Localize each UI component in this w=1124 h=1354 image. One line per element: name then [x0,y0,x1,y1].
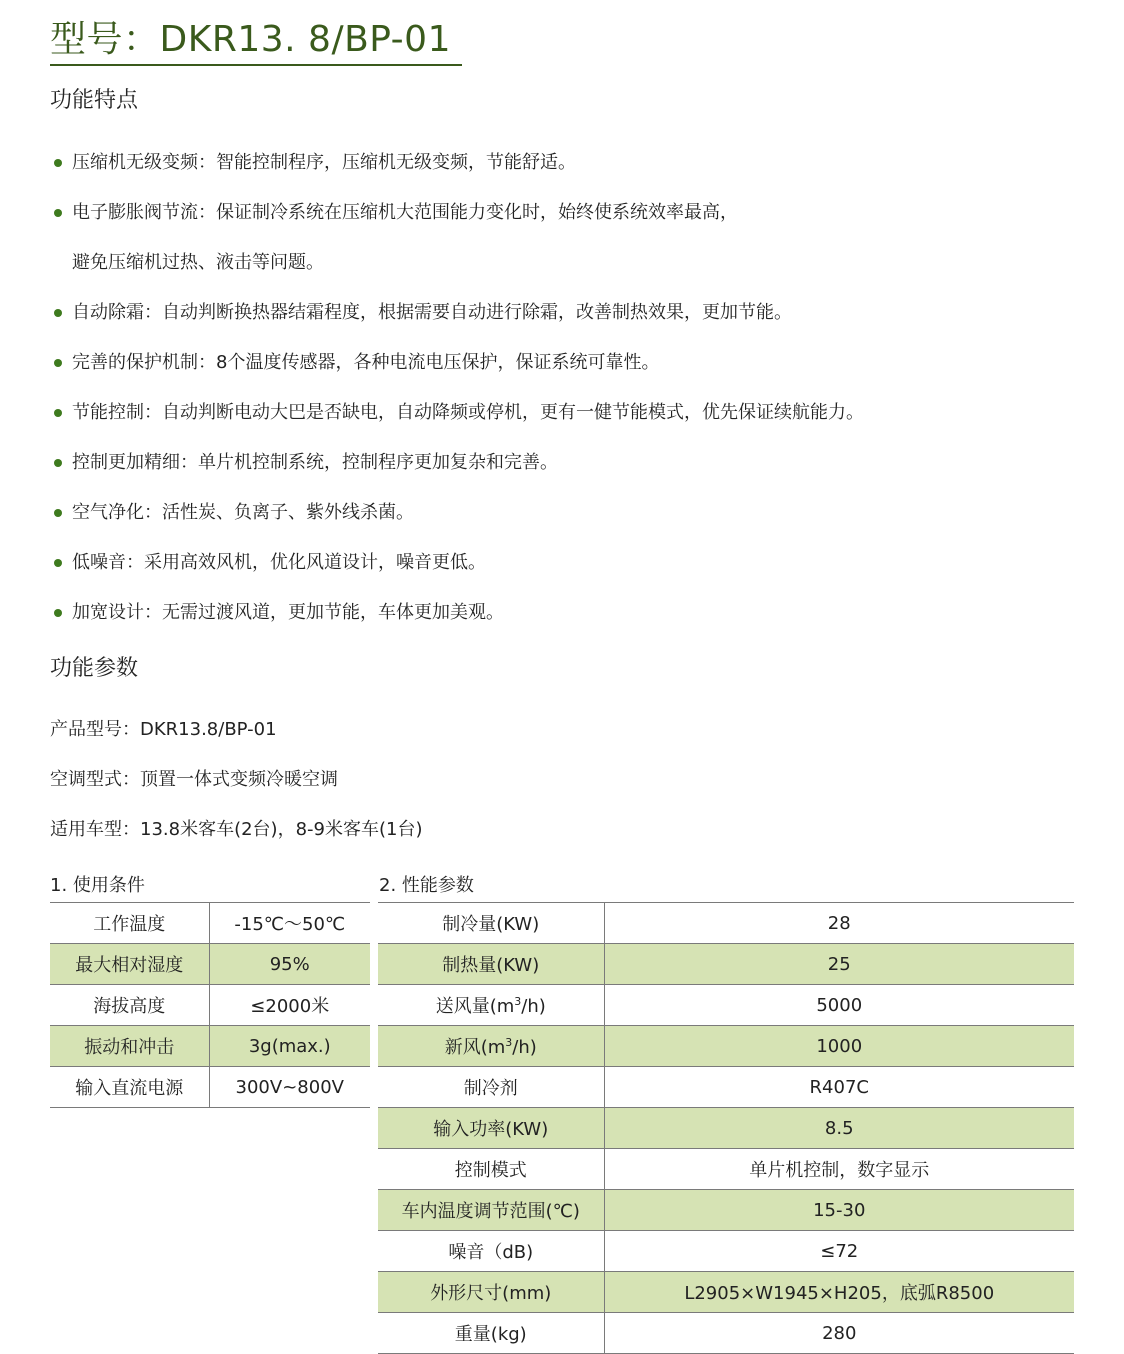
feature-item: 电子膨胀阀节流：保证制冷系统在压缩机大范围能力变化时，始终使系统效率最高， [52,188,864,238]
bullet-icon [54,409,62,417]
row-value: L2905×W1945×H205，底弧R8500 [604,1272,1074,1313]
params-heading: 功能参数 [50,656,139,681]
feature-item: 控制更加精细：单片机控制系统，控制程序更加复杂和完善。 [52,438,864,488]
table-row [378,1313,1074,1354]
row-label: 制冷剂 [378,1067,604,1108]
table-row [378,903,1074,944]
table-row [378,1190,1074,1231]
feature-item: 完善的保护机制：8个温度传感器，各种电流电压保护，保证系统可靠性。 [52,338,864,388]
row-value: ≤72 [604,1231,1074,1272]
table-row [50,1067,370,1108]
row-label: 输入直流电源 [50,1067,209,1108]
bullet-icon [54,359,62,367]
bullet-icon [54,559,62,567]
row-value: 1000 [604,1026,1074,1067]
table-row [50,944,370,985]
feature-item: 空气净化：活性炭、负离子、紫外线杀菌。 [52,488,864,538]
table-row [378,1149,1074,1190]
feature-continuation: 避免压缩机过热、液击等问题。 [72,252,324,273]
bullet-icon [54,509,62,517]
bullet-icon [54,609,62,617]
title-underline [50,64,462,66]
bullet-icon [54,209,62,217]
table-row [378,944,1074,985]
table-row [378,1026,1074,1067]
param-model: 产品型号：DKR13.8/BP-01 [50,719,277,740]
row-value: 280 [604,1313,1074,1354]
performance-table [378,902,1074,1354]
row-value: 28 [604,903,1074,944]
usage-table-caption: 1. 使用条件 [50,875,145,896]
row-label: 最大相对湿度 [50,944,209,985]
row-label: 制冷量(KW) [378,903,604,944]
bullet-icon [54,159,62,167]
table-row [378,1231,1074,1272]
row-value: 95% [209,944,370,985]
row-label: 送风量$(m^3/h)$ [378,985,604,1026]
table-row [50,903,370,944]
table-row [378,1108,1074,1149]
row-label: 新风$(m^3/h)$ [378,1026,604,1067]
feature-item: 低噪音：采用高效风机，优化风道设计，噪音更低。 [52,538,864,588]
row-value: 15-30 [604,1190,1074,1231]
model-title: 型号：DKR13. 8/BP-01 [50,19,451,60]
usage-conditions-table [50,902,370,1108]
row-label: 控制模式 [378,1149,604,1190]
table-row [378,985,1074,1026]
row-value: 3g(max.) [209,1026,370,1067]
row-label: 海拔高度 [50,985,209,1026]
row-label: 车内温度调节范围(℃) [378,1190,604,1231]
perf-table-caption: 2. 性能参数 [379,875,474,896]
table-row [50,1026,370,1067]
param-type: 空调型式：顶置一体式变频冷暖空调 [50,769,338,790]
table-row [378,1272,1074,1313]
row-value: 5000 [604,985,1074,1026]
feature-item: 压缩机无级变频：智能控制程序，压缩机无级变频，节能舒适。 [52,138,864,188]
row-label: 工作温度 [50,903,209,944]
feature-item: 自动除霜：自动判断换热器结霜程度，根据需要自动进行除霜，改善制热效果，更加节能。 [52,288,864,338]
row-value: 单片机控制，数字显示 [604,1149,1074,1190]
row-label: 制热量(KW) [378,944,604,985]
bullet-icon [54,459,62,467]
row-value: 300V~800V [209,1067,370,1108]
row-value: ≤2000米 [209,985,370,1026]
row-label: 噪音（dB) [378,1231,604,1272]
row-value: -15℃～50℃ [209,903,370,944]
row-label: 外形尺寸(mm) [378,1272,604,1313]
row-label: 输入功率(KW) [378,1108,604,1149]
params-list [50,705,422,855]
table-row [50,985,370,1026]
bullet-icon [54,309,62,317]
features-list [52,138,864,638]
row-value: 8.5 [604,1108,1074,1149]
row-label: 振动和冲击 [50,1026,209,1067]
row-label: 重量(kg) [378,1313,604,1354]
param-vehicle: 适用车型：13.8米客车(2台)，8-9米客车(1台) [50,819,423,840]
row-value: 25 [604,944,1074,985]
features-heading: 功能特点 [50,88,139,113]
table-row [378,1067,1074,1108]
feature-item: 加宽设计：无需过渡风道，更加节能，车体更加美观。 [52,588,864,638]
feature-item: 节能控制：自动判断电动大巴是否缺电，自动降频或停机，更有一健节能模式，优先保证续航能力。 [52,388,864,438]
row-value: R407C [604,1067,1074,1108]
